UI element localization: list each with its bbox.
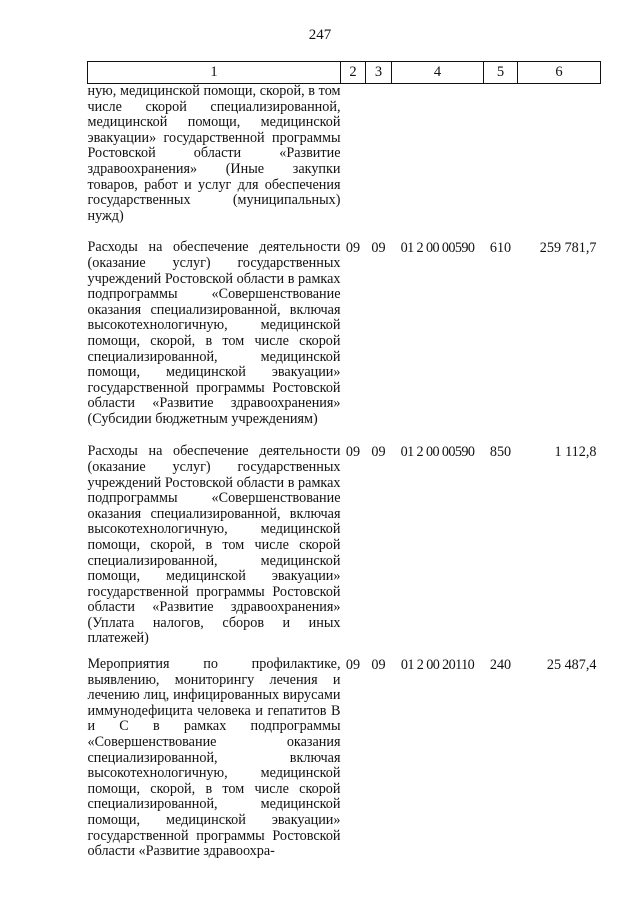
row-col-3 (366, 84, 392, 225)
header-col-5: 5 (484, 62, 518, 84)
row-col-6: 25 487,4 (546, 657, 597, 674)
row-spacer (88, 224, 601, 240)
row-col-3: 09 (371, 240, 386, 257)
row-col-6: 1 112,8 (554, 444, 597, 461)
row-col-2 (341, 84, 366, 225)
header-col-2: 2 (341, 62, 366, 84)
table-row (88, 240, 601, 434)
row-description: Мероприятия по профилактике, выявлению, мониторингу лечения и лечению лиц, инфицированных вирусами иммунодефицита человека и гепатитов В и С в рамках подпрограммы «Совершенствование оказания специализированной, включая высокотехнологичную, медицинской помощи, скорой, в том числе скорой специализированной, медицинской помощи, медицинской эвакуации» государственной программы Ростовской области «Развитие здравоохра- (87, 656, 341, 860)
row-description: Расходы на обеспечение деятельности (оказание услуг) государственных учреждений Ростовской области в рамках подпрограммы «Совершенствование оказания специализированной, включая высокотехнологичную, медицинской помощи, скорой, в том числе скорой специализированной, медицинской помощи, медицинской эвакуации» государственной программы Ростовской области «Развитие здравоохранения» (Субсидии бюджетным учреждениям) (87, 239, 341, 427)
header-col-1: 1 (88, 62, 341, 84)
table-row (88, 444, 601, 647)
row-col-2: 09 (345, 240, 361, 257)
table-row (88, 84, 601, 225)
row-col-4: 01 2 00 00590 (400, 444, 475, 461)
row-description: ную, медицинской помощи, скорой, в том числе скорой специализированной, медицинской помощи, медицинской эвакуации» государственной программы Ростовской области «Развитие здравоохранения» (Иные закупки товаров, работ и услуг для обеспечения государственных (муниципальных) нужд) (87, 83, 341, 224)
table-header-row (88, 62, 601, 84)
header-col-3: 3 (366, 62, 392, 84)
row-col-5: 610 (489, 240, 512, 257)
row-col-5: 240 (489, 657, 512, 674)
page-number: 247 (308, 27, 332, 43)
row-col-2: 09 (345, 657, 361, 674)
row-col-4: 01 2 00 00590 (400, 240, 475, 257)
row-col-6 (518, 84, 601, 225)
row-description: Расходы на обеспечение деятельности (оказание услуг) государственных учреждений Ростовской области в рамках подпрограммы «Совершенствование оказания специализированной, включая высокотехнологичную, медицинской помощи, скорой, в том числе скорой специализированной, медицинской помощи, медицинской эвакуации» государственной программы Ростовской области «Развитие здравоохранения» (Уплата налогов, сборов и иных платежей) (87, 443, 341, 647)
row-col-5 (484, 84, 518, 225)
row-col-6: 259 781,7 (539, 240, 597, 257)
header-col-6: 6 (518, 62, 601, 84)
row-col-4 (392, 84, 484, 225)
row-col-5: 850 (489, 444, 512, 461)
row-col-3: 09 (371, 657, 386, 674)
row-col-4: 01 2 00 20110 (400, 657, 475, 674)
header-col-4: 4 (392, 62, 484, 84)
row-col-2: 09 (345, 444, 361, 461)
row-col-3: 09 (371, 444, 386, 461)
table-row (88, 657, 601, 860)
budget-table (87, 61, 601, 860)
